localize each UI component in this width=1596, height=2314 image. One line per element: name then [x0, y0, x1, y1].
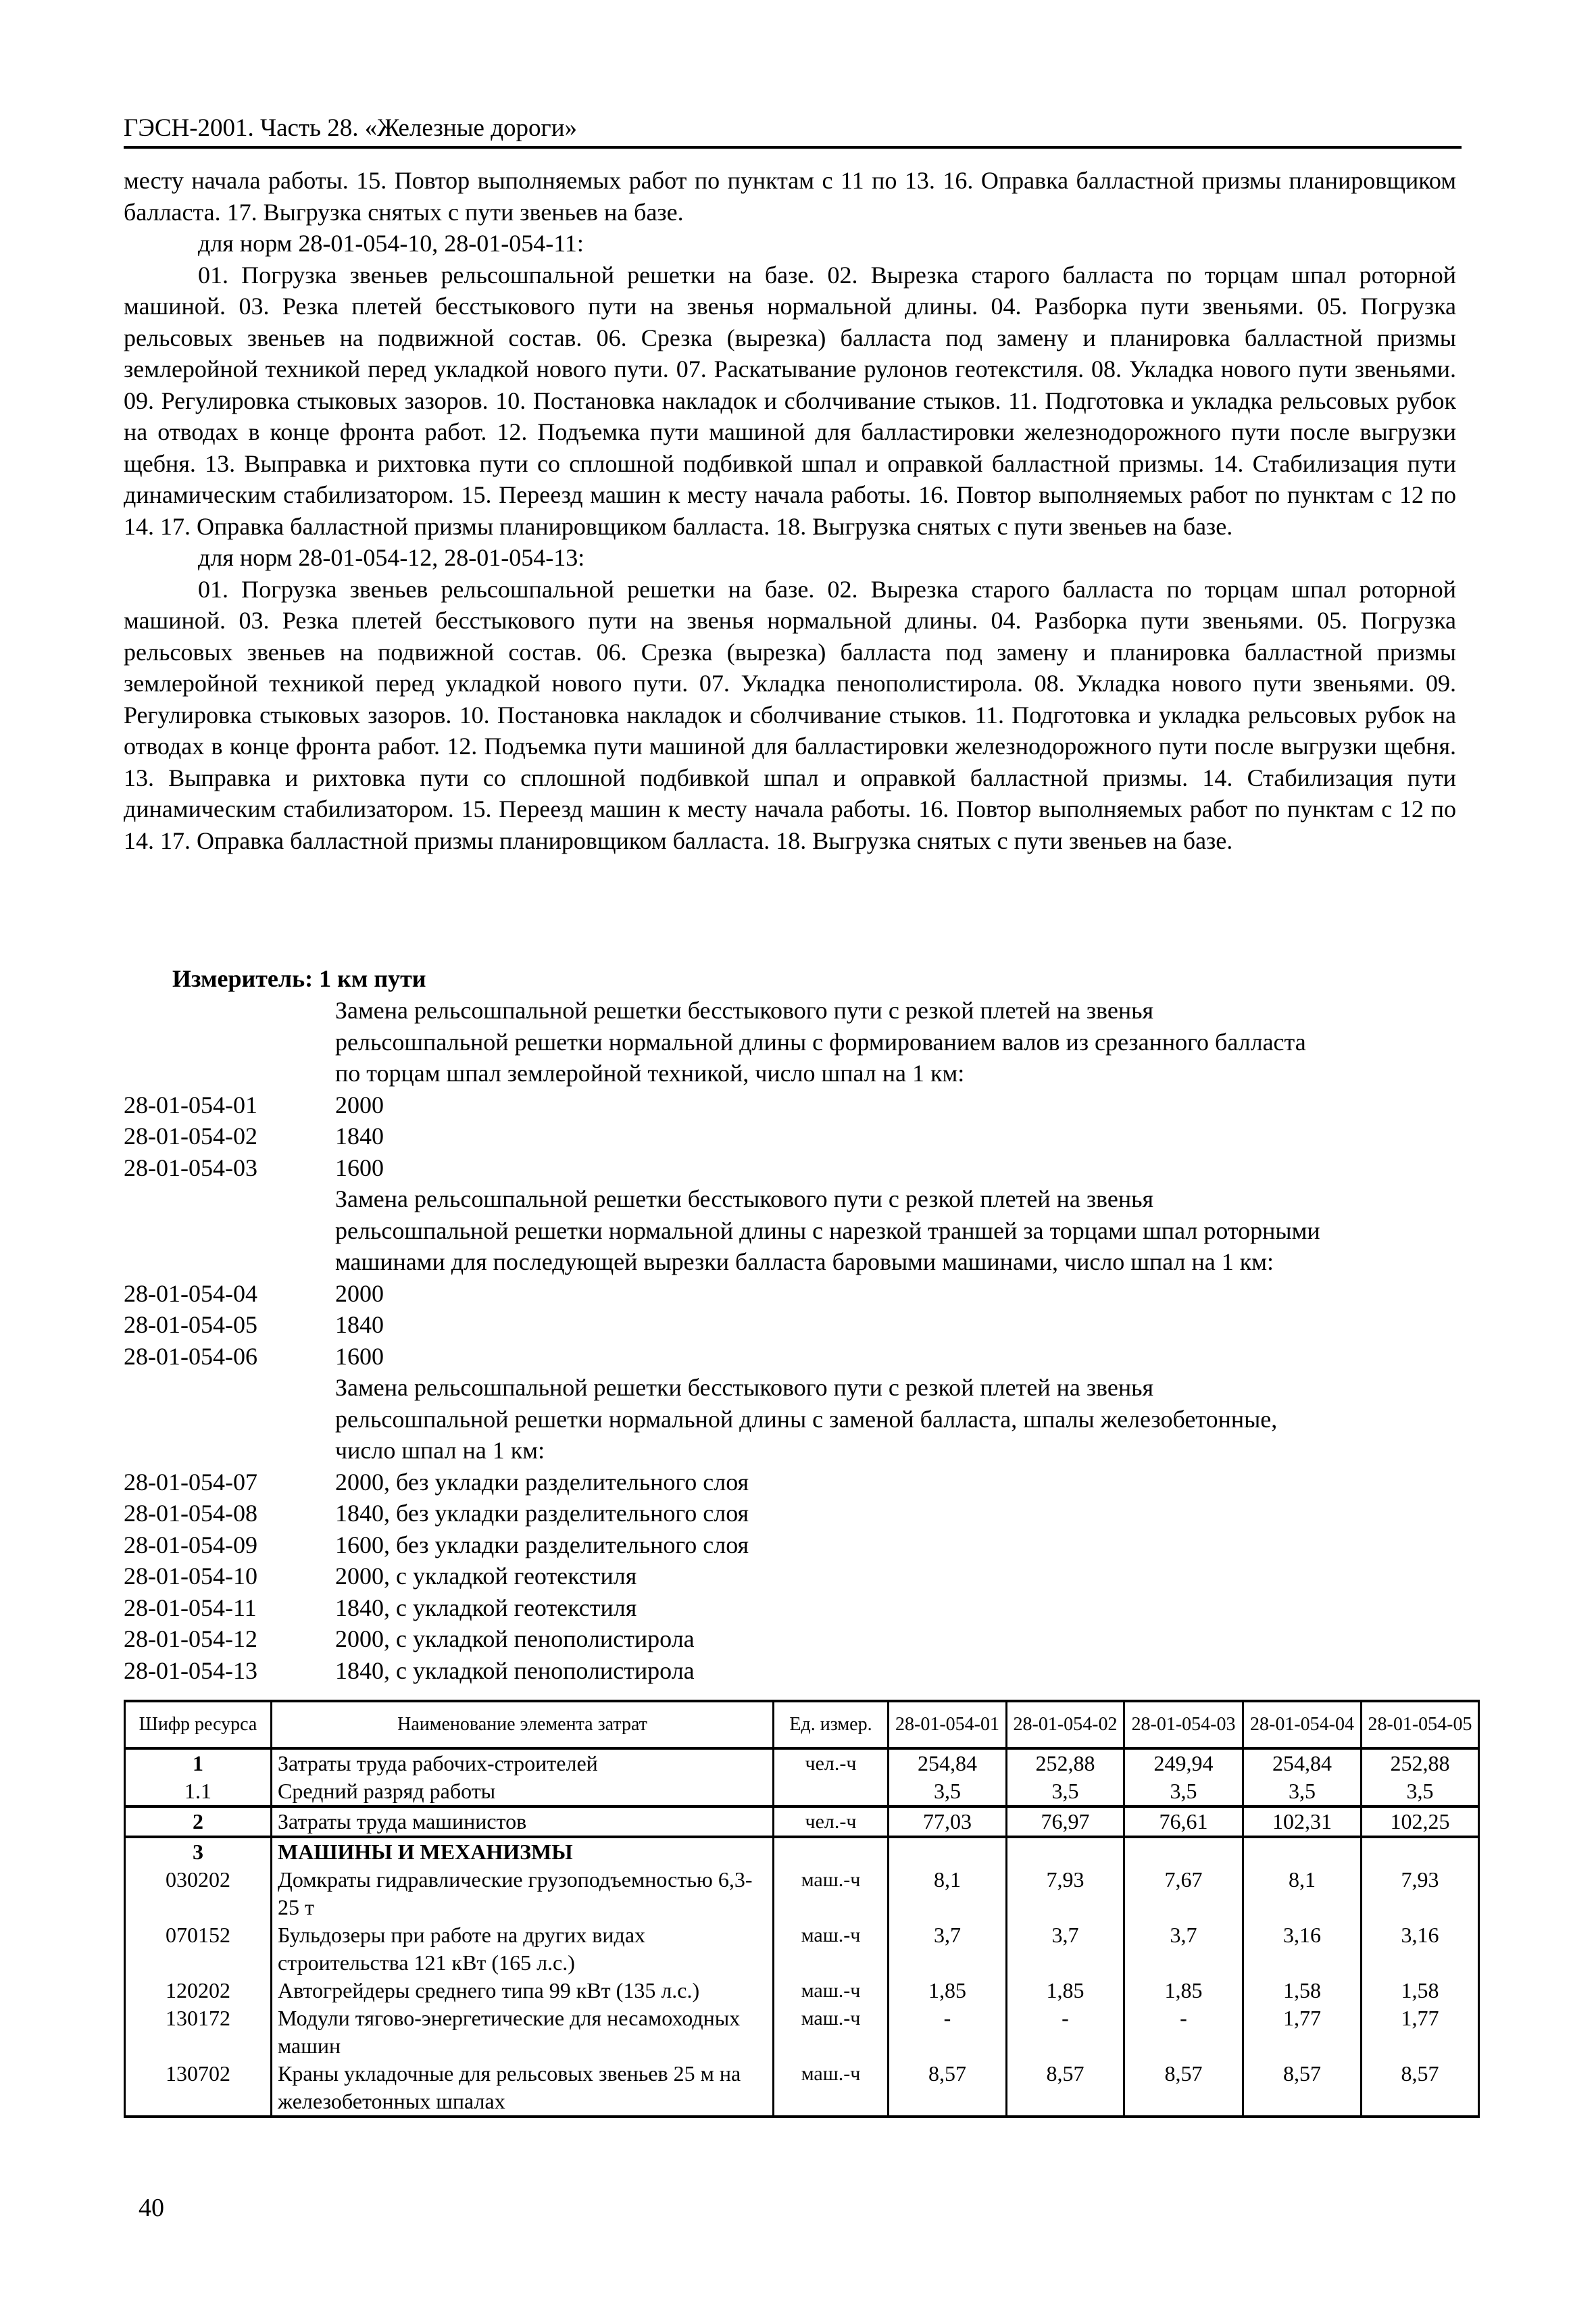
- work-steps-paragraph: 01. Погрузка звеньев рельсошпальной решетки на базе. 02. Вырезка старого балласта по торцам шпал роторной машиной. 03. Резка плетей бесстыкового пути на звенья нормальной длины. 04. Разборка пути звеньями. 05. Погрузка рельсовых звеньев на подвижной состав. 06. Срезка (вырезка) балласта под замену и планировка балластной призмы землеройной техникой перед укладкой нового пути. 07. Раскатывание рулонов геотекстиля. 08. Укладка нового пути звеньями. 09. Регулировка стыковых зазоров. 10. Постановка накладок и сболчивание стыков. 11. Подготовка и укладка рельсовых рубок на отводах в конце фронта работ. 12. Подъемка пути машиной для балластировки железнодорожного пути после выгрузки щебня. 13. Выправка и рихтовка пути со сплошной подбивкой шпал и оправкой балластной призмы. 14. Стабилизация пути динамическим стабилизатором. 15. Переезд машин к месту начала работы. 16. Повтор выполняемых работ по пунктам с 12 по 14. 17. Оправка балластной призмы планировщиком балласта. 18. Выгрузка снятых с пути звеньев на базе.: [124, 261, 1456, 540]
- value-cell: 3,16: [1362, 1921, 1479, 1977]
- value-cell: [1124, 1837, 1243, 1866]
- norm-code-row: [124, 1560, 1462, 1592]
- value-cell: 1,85: [1007, 1977, 1124, 2004]
- value-cell: 1,58: [1362, 1977, 1479, 2004]
- value-cell: 7,93: [1362, 1866, 1479, 1921]
- value-cell: 3,7: [1124, 1921, 1243, 1977]
- value-cell: 3,5: [1362, 1777, 1479, 1806]
- value-cell: 3,7: [889, 1921, 1007, 1977]
- value-cell: -: [1124, 2004, 1243, 2060]
- norm-code: 28-01-054-04: [124, 1279, 257, 1307]
- cost-element-cell: Домкраты гидравлические грузоподъемностью 6,3-25 т: [272, 1866, 774, 1921]
- paragraph-continuation: месту начала работы. 15. Повтор выполняемых работ по пунктам с 11 по 13. 16. Оправка балластной призмы планировщиком балласта. 17. Выгрузка снятых с пути звеньев на базе.: [124, 167, 1456, 226]
- unit-cell: маш.-ч: [774, 1921, 889, 1977]
- norm-code-row: [124, 1152, 1462, 1184]
- resource-code-cell: 070152: [125, 1921, 272, 1977]
- value-cell: 3,5: [889, 1777, 1007, 1806]
- value-cell: 8,57: [1124, 2060, 1243, 2117]
- running-header: ГЭСН-2001. Часть 28. «Железные дороги»: [124, 114, 1462, 149]
- resource-code-cell: 1: [125, 1748, 272, 1777]
- unit-cell: маш.-ч: [774, 2060, 889, 2117]
- norm-group-description: рельсошпальной решетки нормальной длины с формированием валов из срезанного балласта: [335, 1028, 1306, 1056]
- norm-code-row: [124, 1623, 1462, 1655]
- value-cell: 3,5: [1124, 1777, 1243, 1806]
- resource-code-cell: 130172: [125, 2004, 272, 2060]
- value-cell: 3,7: [1007, 1921, 1124, 1977]
- work-steps-paragraph: 01. Погрузка звеньев рельсошпальной решетки на базе. 02. Вырезка старого балласта по торцам шпал роторной машиной. 03. Резка плетей бесстыкового пути на звенья нормальной длины. 04. Разборка пути звеньями. 05. Погрузка рельсовых звеньев на подвижной состав. 06. Срезка (вырезка) балласта под замену и планировка балластной призмы землеройной техникой перед укладкой нового пути. 07. Укладка пенополистирола. 08. Укладка нового пути звеньями. 09. Регулировка стыковых зазоров. 10. Постановка накладок и сболчивание стыков. 11. Подготовка и укладка рельсовых рубок на отводах в конце фронта работ. 12. Подъемка пути машиной для балластировки железнодорожного пути после выгрузки щебня. 13. Выправка и рихтовка пути со сплошной подбивкой шпал и оправкой балластной призмы. 14. Стабилизация пути динамическим стабилизатором. 15. Переезд машин к месту начала работы. 16. Повтор выполняемых работ по пунктам с 12 по 14. 17. Оправка балластной призмы планировщиком балласта. 18. Выгрузка снятых с пути звеньев на базе.: [124, 575, 1456, 854]
- value-cell: 8,1: [889, 1866, 1007, 1921]
- cost-element-cell: Автогрейдеры среднего типа 99 кВт (135 л.с.): [272, 1977, 774, 2004]
- table-row: [125, 1806, 1479, 1837]
- resource-code-cell: 030202: [125, 1866, 272, 1921]
- cost-element-cell: Бульдозеры при работе на других видах строительства 121 кВт (165 л.с.): [272, 1921, 774, 1977]
- header-cost-element: Наименование элемента затрат: [272, 1701, 774, 1748]
- value-cell: 1,77: [1243, 2004, 1362, 2060]
- norm-code-row: [124, 1309, 1462, 1341]
- header-norm-col: 28-01-054-05: [1362, 1701, 1479, 1748]
- header-norm-col: 28-01-054-03: [1124, 1701, 1243, 1748]
- table-row: [125, 1748, 1479, 1777]
- work-composition-text: [124, 165, 1456, 856]
- norm-groups: [124, 995, 1462, 1686]
- value-cell: [1007, 1837, 1124, 1866]
- value-cell: 1,58: [1243, 1977, 1362, 2004]
- value-cell: 249,94: [1124, 1748, 1243, 1777]
- value-cell: 8,57: [1007, 2060, 1124, 2117]
- resource-code-cell: 3: [125, 1837, 272, 1866]
- norm-code: 28-01-054-09: [124, 1531, 257, 1558]
- unit-cell: чел.-ч: [774, 1748, 889, 1777]
- norm-code: 28-01-054-10: [124, 1562, 257, 1590]
- table-row: [125, 1921, 1479, 1977]
- norm-value: 1600: [335, 1154, 384, 1181]
- norm-value: 2000, с укладкой пенополистирола: [335, 1625, 695, 1652]
- value-cell: 252,88: [1362, 1748, 1479, 1777]
- table-row: [125, 1837, 1479, 1866]
- norm-code-row: [124, 1529, 1462, 1561]
- value-cell: 8,1: [1243, 1866, 1362, 1921]
- norm-code-row: [124, 1089, 1462, 1121]
- cost-element-cell: Модули тягово-энергетические для несамоходных машин: [272, 2004, 774, 2060]
- value-cell: 1,85: [1124, 1977, 1243, 2004]
- value-cell: 254,84: [1243, 1748, 1362, 1777]
- norm-value: 2000, без укладки разделительного слоя: [335, 1468, 749, 1496]
- table-row: [125, 1977, 1479, 2004]
- norm-code-row: [124, 1592, 1462, 1624]
- unit-cell: [774, 1777, 889, 1806]
- norm-value: 1840: [335, 1123, 384, 1150]
- unit-cell: маш.-ч: [774, 2004, 889, 2060]
- value-cell: [889, 1837, 1007, 1866]
- resource-code-cell: 120202: [125, 1977, 272, 2004]
- value-cell: -: [889, 2004, 1007, 2060]
- table-row: [125, 2004, 1479, 2060]
- header-norm-col: 28-01-054-01: [889, 1701, 1007, 1748]
- norm-code-row: [124, 1341, 1462, 1373]
- norm-code: 28-01-054-13: [124, 1656, 257, 1684]
- value-cell: 77,03: [889, 1806, 1007, 1837]
- value-cell: 76,61: [1124, 1806, 1243, 1837]
- norm-code: 28-01-054-06: [124, 1342, 257, 1370]
- cost-element-cell: Затраты труда рабочих-строителей: [272, 1748, 774, 1777]
- resource-code-cell: 130702: [125, 2060, 272, 2117]
- norm-group-description: машинами для последующей вырезки балласта баровыми машинами, число шпал на 1 км:: [335, 1248, 1274, 1275]
- norm-group-description: Замена рельсошпальной решетки бесстыкового пути с резкой плетей на звенья: [335, 1374, 1154, 1401]
- norm-code: 28-01-054-08: [124, 1500, 257, 1527]
- header-resource-code: Шифр ресурса: [125, 1701, 272, 1748]
- norm-code: 28-01-054-02: [124, 1123, 257, 1150]
- norm-code-row: [124, 1278, 1462, 1310]
- cost-element-cell: Краны укладочные для рельсовых звеньев 25 м на железобетонных шпалах: [272, 2060, 774, 2117]
- norm-code: 28-01-054-12: [124, 1625, 257, 1652]
- value-cell: -: [1007, 2004, 1124, 2060]
- norm-code-row: [124, 1121, 1462, 1152]
- norm-code: 28-01-054-07: [124, 1468, 257, 1496]
- norm-value: 2000: [335, 1091, 384, 1118]
- table-row: [125, 1777, 1479, 1806]
- norm-group-description: Замена рельсошпальной решетки бесстыкового пути с резкой плетей на звенья: [335, 997, 1154, 1024]
- table-row: [125, 1866, 1479, 1921]
- unit-cell: маш.-ч: [774, 1977, 889, 2004]
- resource-code-cell: 2: [125, 1806, 272, 1837]
- norm-code: 28-01-054-11: [124, 1594, 257, 1621]
- value-cell: 3,5: [1243, 1777, 1362, 1806]
- value-cell: 8,57: [889, 2060, 1007, 2117]
- cost-element-cell: Затраты труда машинистов: [272, 1806, 774, 1837]
- value-cell: 102,25: [1362, 1806, 1479, 1837]
- norm-code: 28-01-054-05: [124, 1311, 257, 1338]
- norm-group-description: по торцам шпал землеройной техникой, число шпал на 1 км:: [335, 1060, 965, 1087]
- norm-value: 1600: [335, 1342, 384, 1370]
- norm-code: 28-01-054-03: [124, 1154, 257, 1181]
- norm-code: 28-01-054-01: [124, 1091, 257, 1118]
- value-cell: 3,5: [1007, 1777, 1124, 1806]
- value-cell: [1243, 1837, 1362, 1866]
- value-cell: 8,57: [1362, 2060, 1479, 2117]
- unit-cell: [774, 1837, 889, 1866]
- page-number: 40: [139, 2194, 164, 2222]
- norm-value: 1840, с укладкой пенополистирола: [335, 1656, 695, 1684]
- value-cell: 7,67: [1124, 1866, 1243, 1921]
- unit-cell: маш.-ч: [774, 1866, 889, 1921]
- value-cell: 8,57: [1243, 2060, 1362, 2117]
- table-header-row: [125, 1701, 1479, 1748]
- value-cell: 102,31: [1243, 1806, 1362, 1837]
- norm-value: 2000: [335, 1279, 384, 1307]
- resource-table: [124, 1700, 1480, 2118]
- cost-element-cell: МАШИНЫ И МЕХАНИЗМЫ: [272, 1837, 774, 1866]
- norm-code-row: [124, 1498, 1462, 1529]
- norm-group-description: число шпал на 1 км:: [335, 1437, 545, 1464]
- norm-value: 2000, с укладкой геотекстиля: [335, 1562, 637, 1590]
- value-cell: 1,85: [889, 1977, 1007, 2004]
- norm-group-heading: для норм 28-01-054-10, 28-01-054-11:: [198, 230, 584, 257]
- value-cell: 1,77: [1362, 2004, 1479, 2060]
- norm-value: 1840, без укладки разделительного слоя: [335, 1500, 749, 1527]
- norm-code-row: [124, 1467, 1462, 1498]
- value-cell: 7,93: [1007, 1866, 1124, 1921]
- norm-value: 1840: [335, 1311, 384, 1338]
- value-cell: 254,84: [889, 1748, 1007, 1777]
- value-cell: 76,97: [1007, 1806, 1124, 1837]
- header-norm-col: 28-01-054-04: [1243, 1701, 1362, 1748]
- header-unit: Ед. измер.: [774, 1701, 889, 1748]
- norm-group-description: рельсошпальной решетки нормальной длины с нарезкой траншей за торцами шпал роторными: [335, 1216, 1320, 1244]
- cost-element-cell: Средний разряд работы: [272, 1777, 774, 1806]
- value-cell: [1362, 1837, 1479, 1866]
- measurement-unit: Измеритель: 1 км пути: [172, 965, 426, 992]
- norm-value: 1600, без укладки разделительного слоя: [335, 1531, 749, 1558]
- unit-cell: чел.-ч: [774, 1806, 889, 1837]
- header-norm-col: 28-01-054-02: [1007, 1701, 1124, 1748]
- norm-group-heading: для норм 28-01-054-12, 28-01-054-13:: [198, 544, 585, 571]
- norm-group-description: Замена рельсошпальной решетки бесстыкового пути с резкой плетей на звенья: [335, 1185, 1154, 1212]
- value-cell: 3,16: [1243, 1921, 1362, 1977]
- norm-value: 1840, с укладкой геотекстиля: [335, 1594, 637, 1621]
- resource-code-cell: 1.1: [125, 1777, 272, 1806]
- value-cell: 252,88: [1007, 1748, 1124, 1777]
- norm-code-row: [124, 1655, 1462, 1687]
- norm-group-description: рельсошпальной решетки нормальной длины с заменой балласта, шпалы железобетонные,: [335, 1405, 1278, 1433]
- table-row: [125, 2060, 1479, 2117]
